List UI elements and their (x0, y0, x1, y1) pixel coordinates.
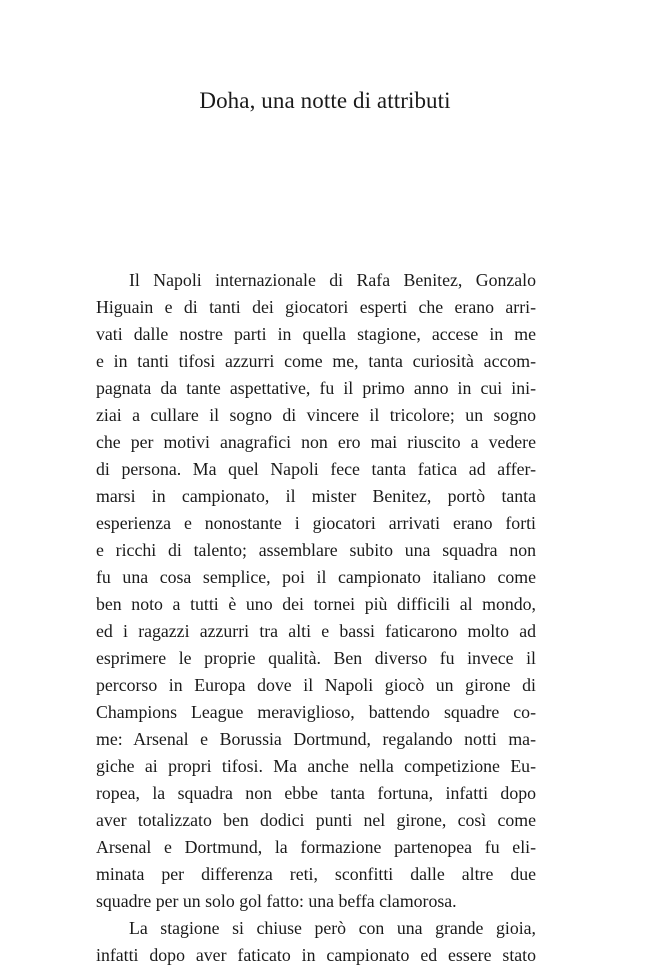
paragraph-1 (96, 267, 536, 915)
body-text (96, 267, 536, 969)
text-line: fu una cosa semplice, poi il campionato italiano come (96, 567, 536, 587)
text-line: e in tanti tifosi azzurri come me, tanta curiosità accom- (96, 351, 536, 371)
text-line: La stagione si chiuse però con una grande gioia, (129, 918, 536, 938)
text-line: esprimere le proprie qualità. Ben diverso fu invece il (96, 648, 536, 668)
text-line: di persona. Ma quel Napoli fece tanta fatica ad affer- (96, 459, 536, 479)
text-line: ropea, la squadra non ebbe tanta fortuna, infatti dopo (96, 783, 536, 803)
text-line: infatti dopo aver faticato in campionato ed essere stato (96, 945, 536, 965)
text-line: ed i ragazzi azzurri tra alti e bassi faticarono molto ad (96, 621, 536, 641)
text-line: percorso in Europa dove il Napoli giocò un girone di (96, 675, 536, 695)
text-line: che per motivi anagrafici non ero mai riuscito a vedere (96, 432, 536, 452)
text-line: pagnata da tante aspettative, fu il primo anno in cui ini- (96, 378, 536, 398)
text-line: Higuain e di tanti dei giocatori esperti che erano arri- (96, 297, 536, 317)
text-line: giche ai propri tifosi. Ma anche nella competizione Eu- (96, 756, 536, 776)
text-line: Il Napoli internazionale di Rafa Benitez, Gonzalo (129, 270, 536, 290)
paragraph-2 (96, 915, 536, 969)
text-line: aver totalizzato ben dodici punti nel girone, così come (96, 810, 536, 830)
text-line: Arsenal e Dortmund, la formazione partenopea fu eli- (96, 837, 536, 857)
text-line: minata per differenza reti, sconfitti dalle altre due (96, 864, 536, 884)
text-line: me: Arsenal e Borussia Dortmund, regalando notti ma- (96, 729, 536, 749)
text-line: marsi in campionato, il mister Benitez, portò tanta (96, 486, 536, 506)
text-line: Champions League meraviglioso, battendo squadre co- (96, 702, 536, 722)
text-line: ziai a cullare il sogno di vincere il tricolore; un sogno (96, 405, 536, 425)
text-line: ben noto a tutti è uno dei tornei più difficili al mondo, (96, 594, 536, 614)
text-line: esperienza e nonostante i giocatori arrivati erano forti (96, 513, 536, 533)
text-line: e ricchi di talento; assemblare subito una squadra non (96, 540, 536, 560)
chapter-title: Doha, una notte di attributi (199, 88, 451, 113)
text-line: squadre per un solo gol fatto: una beffa clamorosa. (96, 891, 457, 911)
text-line: vati dalle nostre parti in quella stagione, accese in me (96, 324, 536, 344)
